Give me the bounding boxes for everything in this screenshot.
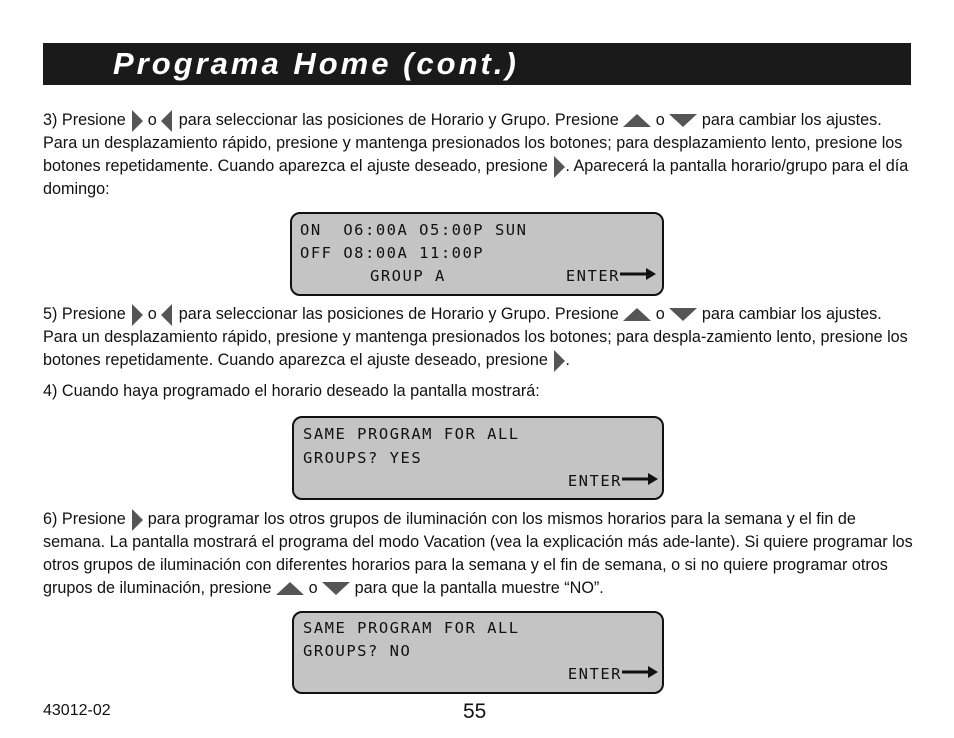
right-arrow-icon bbox=[130, 110, 143, 132]
up-arrow-icon bbox=[623, 114, 651, 127]
step-6-text-a: 6) Presione bbox=[43, 510, 126, 528]
enter-text: ENTER bbox=[567, 472, 622, 490]
step-3-text-c: para seleccionar las posiciones de Horario y Grupo. Presione bbox=[178, 111, 619, 129]
step-5-text-e: para cambiar los ajustes. Para un desplazamiento rápido, presione y mantenga presionados los botones; para despla-zamiento lento, presione los botones repetidamente. Cuando aparezca el ajuste deseado, presione bbox=[43, 305, 908, 369]
left-arrow-icon bbox=[161, 110, 174, 132]
step-5-text-b: o bbox=[147, 305, 157, 323]
step-3-paragraph bbox=[43, 109, 913, 201]
lcd-display-schedule bbox=[290, 212, 664, 296]
lcd-enter-label bbox=[568, 665, 658, 683]
lcd-line-2: GROUPS? YES bbox=[303, 449, 423, 467]
enter-arrow-icon bbox=[622, 665, 658, 683]
enter-arrow-icon bbox=[620, 267, 656, 285]
step-5-text-c: para seleccionar las posiciones de Horario y Grupo. Presione bbox=[178, 305, 619, 323]
lcd-line-1: SAME PROGRAM FOR ALL bbox=[303, 619, 520, 637]
step-4-paragraph bbox=[43, 380, 913, 403]
step-6-text-d: para que la pantalla muestre “NO”. bbox=[354, 579, 604, 597]
enter-text: ENTER bbox=[567, 665, 622, 683]
lcd-line-1: ON O6:00A O5:00P SUN bbox=[300, 221, 528, 239]
enter-arrow-icon bbox=[622, 472, 658, 490]
lcd-enter-label bbox=[566, 267, 656, 285]
step-5-paragraph bbox=[43, 303, 913, 372]
right-arrow-icon bbox=[552, 156, 565, 178]
enter-text: ENTER bbox=[565, 267, 620, 285]
step-6-text-b: para programar los otros grupos de iluminación con los mismos horarios para la semana y el fin de semana. La pantalla mostrará el programa del modo Vacation (vea la explicación más ade-lante). Si quiere programar los otros grupos de iluminación con diferentes horarios para la semana y el fin de semana, o si no quiere programar otros grupos de iluminación, presione bbox=[43, 510, 913, 597]
page-number: 55 bbox=[463, 700, 487, 723]
step-3-text-f: . Aparecerá la pantalla horario/grupo para el día domingo: bbox=[43, 157, 909, 198]
lcd-line-2: OFF O8:00A 11:00P bbox=[300, 244, 485, 262]
down-arrow-icon bbox=[322, 582, 350, 595]
title-bar bbox=[43, 43, 911, 85]
step-5-text-f: . bbox=[565, 351, 570, 369]
step-3-text-b: o bbox=[147, 111, 157, 129]
right-arrow-icon bbox=[552, 350, 565, 372]
right-arrow-icon bbox=[130, 509, 143, 531]
lcd-line-2: GROUPS? NO bbox=[303, 642, 412, 660]
left-arrow-icon bbox=[161, 304, 174, 326]
step-3-text-d: o bbox=[655, 111, 665, 129]
page-title: Programa Home (cont.) bbox=[113, 46, 519, 81]
up-arrow-icon bbox=[623, 308, 651, 321]
document-code: 43012-02 bbox=[43, 702, 111, 719]
step-5-text-a: 5) Presione bbox=[43, 305, 126, 323]
lcd-display-no bbox=[292, 611, 664, 694]
up-arrow-icon bbox=[276, 582, 304, 595]
down-arrow-icon bbox=[669, 114, 697, 127]
step-3-text-e: para cambiar los ajustes. Para un desplazamiento rápido, presione y mantenga presionados los botones; para desplazamiento lento, presione los botones repetidamente. Cuando aparezca el ajuste deseado, presione bbox=[43, 111, 903, 175]
lcd-enter-label bbox=[568, 472, 658, 490]
lcd-line-1: SAME PROGRAM FOR ALL bbox=[303, 425, 520, 443]
step-4-text: 4) Cuando haya programado el horario deseado la pantalla mostrará: bbox=[43, 382, 540, 400]
down-arrow-icon bbox=[669, 308, 697, 321]
step-3-text-a: 3) Presione bbox=[43, 111, 126, 129]
step-6-paragraph bbox=[43, 508, 913, 600]
step-6-text-c: o bbox=[308, 579, 318, 597]
step-5-text-d: o bbox=[655, 305, 665, 323]
lcd-line-3: GROUP A bbox=[370, 267, 446, 285]
right-arrow-icon bbox=[130, 304, 143, 326]
lcd-display-yes bbox=[292, 416, 664, 500]
